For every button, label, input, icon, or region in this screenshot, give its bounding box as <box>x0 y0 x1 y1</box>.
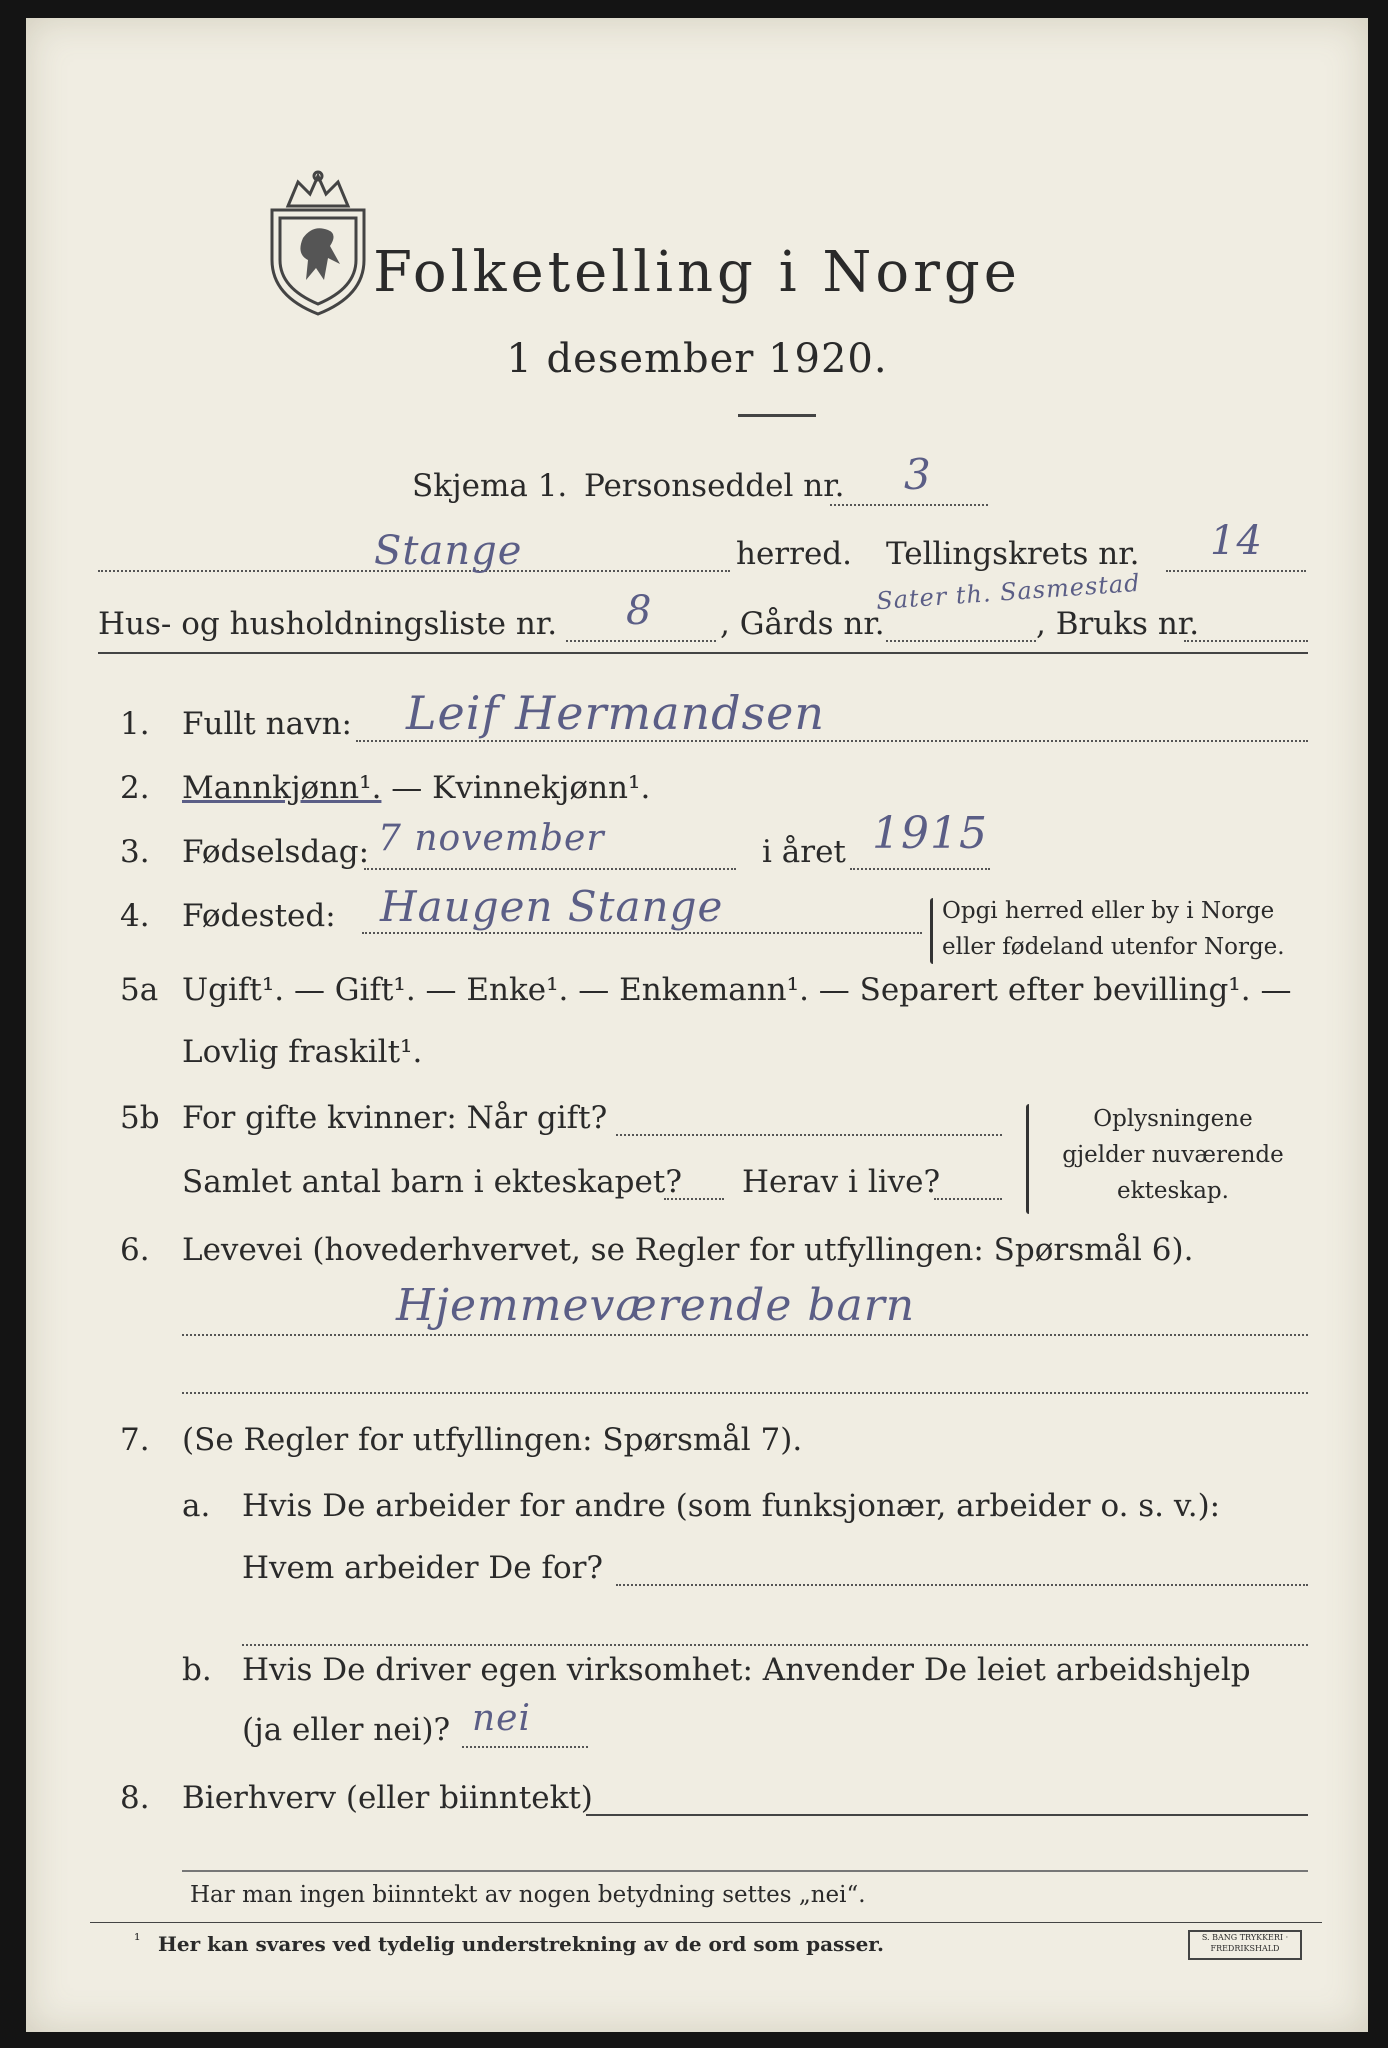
title-divider <box>738 414 816 417</box>
q7b-line2: (ja eller nei)? <box>242 1712 451 1748</box>
bruks-line <box>1184 640 1308 642</box>
q7b-line1: Hvis De driver egen virksomhet: Anvender De leiet arbeidshjelp <box>242 1652 1251 1688</box>
census-date: 1 desember 1920. <box>506 336 888 382</box>
header-divider <box>98 652 1308 654</box>
q5b-children-line <box>664 1198 724 1200</box>
printer-stamp: S. BANG TRYKKERI · FREDRIKSHALD <box>1188 1930 1302 1960</box>
q3-year-line <box>850 868 990 870</box>
husliste-label: Hus- og husholdningsliste nr. <box>98 606 558 642</box>
bruks-label: , Bruks nr. <box>1036 606 1200 642</box>
gards-label: , Gårds nr. <box>720 606 885 642</box>
personseddel-value: 3 <box>904 450 932 499</box>
q8-label: Bierhverv (eller biinntekt) <box>182 1780 593 1816</box>
census-form <box>26 18 1368 2032</box>
q8-number: 8. <box>120 1780 150 1816</box>
footnote-mark: ¹ <box>134 1930 141 1949</box>
husliste-line <box>566 640 716 642</box>
husliste-value: 8 <box>626 588 653 634</box>
q5a-line2: Lovlig fraskilt¹. <box>182 1034 423 1070</box>
q7a-line2: Hvem arbeider De for? <box>242 1550 604 1586</box>
q5b-married-line <box>616 1134 1002 1136</box>
gards-line <box>886 640 1036 642</box>
footnote-divider <box>90 1922 1322 1923</box>
q7a-line <box>616 1584 1308 1586</box>
q2-number: 2. <box>120 770 150 806</box>
tellingskrets-line <box>1166 570 1306 572</box>
herred-label: herred. <box>736 536 852 572</box>
q5b-children-label: Samlet antal barn i ekteskapet? <box>182 1164 682 1200</box>
q1-number: 1. <box>120 706 150 742</box>
q3-date-line <box>364 868 736 870</box>
q7-number: 7. <box>120 1422 150 1458</box>
q5b-alive-label: Herav i live? <box>742 1164 941 1200</box>
place-note: Sater th. Sasmestad <box>875 568 1142 616</box>
q5b-note-line3: ekteskap. <box>1117 1178 1229 1204</box>
q6-value: Hjemmeværende barn <box>396 1280 916 1331</box>
q6-line1 <box>182 1334 1308 1336</box>
q1-line <box>356 740 1308 742</box>
q2-male-option: Mannkjønn¹. <box>182 770 382 806</box>
q3-label: Fødselsdag: <box>182 834 370 870</box>
q4-brace <box>930 898 933 964</box>
footnote-text: Her kan svares ved tydelig understrekning av de ord som passer. <box>158 1932 884 1956</box>
q7b-line <box>462 1746 588 1748</box>
q8-line <box>586 1814 1308 1816</box>
q5a-line1: Ugift¹. — Gift¹. — Enke¹. — Enkemann¹. — Separert efter bevilling¹. — <box>182 972 1292 1008</box>
q5b-alive-line <box>934 1198 1002 1200</box>
q7b-letter: b. <box>182 1652 212 1688</box>
q2-separator: — <box>381 770 433 806</box>
herred-value: Stange <box>374 528 523 574</box>
q6-label: Levevei (hovederhvervet, se Regler for utfyllingen: Spørsmål 6). <box>182 1232 1194 1268</box>
q6-line2 <box>182 1392 1308 1394</box>
q5b-note-line1: Oplysningene <box>1093 1106 1253 1132</box>
q4-label: Fødested: <box>182 898 336 934</box>
q7a-letter: a. <box>182 1488 211 1524</box>
q5a-number: 5a <box>120 972 159 1008</box>
q3-year-label: i året <box>762 834 846 870</box>
form-title: Folketelling i Norge <box>373 240 1021 305</box>
schema-label: Skjema 1. <box>412 468 568 504</box>
q7a-line-extra <box>242 1644 1308 1646</box>
q4-line <box>362 932 922 934</box>
q5b-number: 5b <box>120 1100 160 1136</box>
q2-line <box>182 770 650 806</box>
q5b-note-line2: gjelder nuværende <box>1062 1142 1284 1168</box>
q4-value: Haugen Stange <box>380 882 724 931</box>
q4-number: 4. <box>120 898 150 934</box>
q5b-line1: For gifte kvinner: Når gift? <box>182 1100 608 1136</box>
tellingskrets-label: Tellingskrets nr. <box>886 536 1140 572</box>
q7b-value: nei <box>472 1698 532 1739</box>
personseddel-line <box>830 504 988 506</box>
q3-value: 7 november <box>378 818 605 859</box>
q7a-line1: Hvis De arbeider for andre (som funksjonær, arbeider o. s. v.): <box>242 1488 1221 1524</box>
personseddel-label: Personseddel nr. <box>584 468 845 504</box>
q8-line2 <box>182 1870 1308 1872</box>
q4-note-line2: eller fødeland utenfor Norge. <box>942 934 1285 960</box>
q6-number: 6. <box>120 1232 150 1268</box>
tellingskrets-value: 14 <box>1210 518 1263 564</box>
q3-number: 3. <box>120 834 150 870</box>
q2-female-option: Kvinnekjønn¹. <box>432 770 651 806</box>
q5b-brace <box>1026 1104 1029 1214</box>
q4-note-line1: Opgi herred eller by i Norge <box>942 898 1275 924</box>
q1-label: Fullt navn: <box>182 706 352 742</box>
q1-value: Leif Hermandsen <box>406 686 826 740</box>
q3-year-value: 1915 <box>872 808 988 859</box>
q7-label: (Se Regler for utfyllingen: Spørsmål 7). <box>182 1422 803 1458</box>
income-note: Har man ingen biinntekt av nogen betydning settes „nei“. <box>190 1882 866 1908</box>
